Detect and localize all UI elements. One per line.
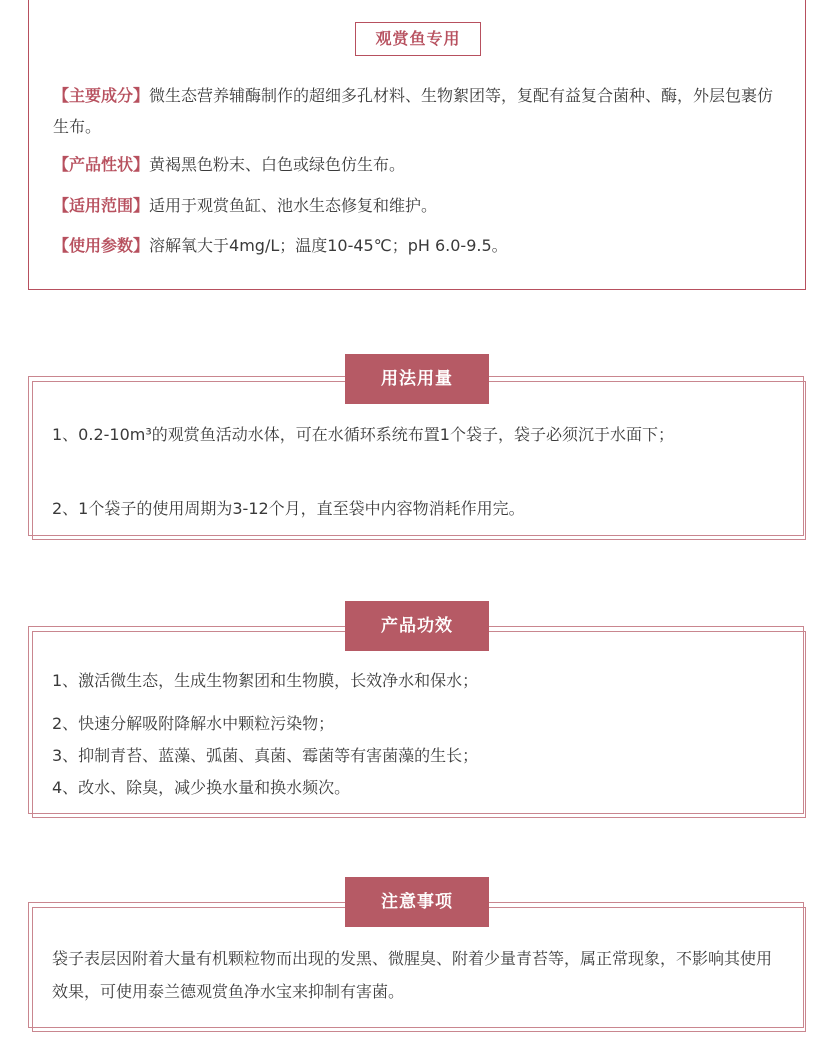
scope-key: 【适用范围】	[53, 196, 150, 215]
notes-title-tab: 注意事项	[345, 877, 489, 927]
scope-text: 适用于观赏鱼缸、池水生态修复和维护。	[149, 196, 438, 215]
main-ingredients-key: 【主要成分】	[53, 86, 150, 105]
product-form-paragraph	[53, 149, 783, 180]
usage-title-tab: 用法用量	[345, 354, 489, 404]
parameters-text: 溶解氧大于4mg/L；温度10-45℃；pH 6.0-9.5。	[149, 236, 508, 255]
scope-paragraph	[53, 190, 783, 221]
effect-line-4: 4、改水、除臭，减少换水量和换水频次。	[52, 778, 351, 797]
main-ingredients-text: 微生态营养辅酶制作的超细多孔材料、生物絮团等，复配有益复合菌种、酶，外层包裹仿生布。	[53, 86, 774, 136]
product-form-key: 【产品性状】	[53, 155, 150, 174]
product-info-panel	[28, 0, 806, 290]
usage-line-2: 2、1个袋子的使用周期为3-12个月，直至袋中内容物消耗作用完。	[52, 499, 525, 518]
effect-title-tab: 产品功效	[345, 601, 489, 651]
ornamental-fish-badge: 观赏鱼专用	[355, 22, 481, 56]
parameters-paragraph	[53, 230, 783, 261]
effect-line-3: 3、抑制青苔、蓝藻、弧菌、真菌、霉菌等有害菌藻的生长；	[52, 746, 479, 765]
effect-line-1: 1、激活微生态，生成生物絮团和生物膜，长效净水和保水；	[52, 671, 479, 690]
main-ingredients-paragraph	[53, 80, 783, 142]
effect-line-2: 2、快速分解吸附降解水中颗粒污染物；	[52, 714, 335, 733]
usage-line-1: 1、0.2-10m³的观赏鱼活动水体，可在水循环系统布置1个袋子，袋子必须沉于水面下；	[52, 425, 674, 444]
notes-paragraph: 袋子表层因附着大量有机颗粒物而出现的发黑、微腥臭、附着少量青苔等，属正常现象，不影响其使用效果，可使用泰兰德观赏鱼净水宝来抑制有害菌。	[52, 949, 773, 1001]
parameters-key: 【使用参数】	[53, 236, 150, 255]
product-form-text: 黄褐黑色粉末、白色或绿色仿生布。	[149, 155, 406, 174]
